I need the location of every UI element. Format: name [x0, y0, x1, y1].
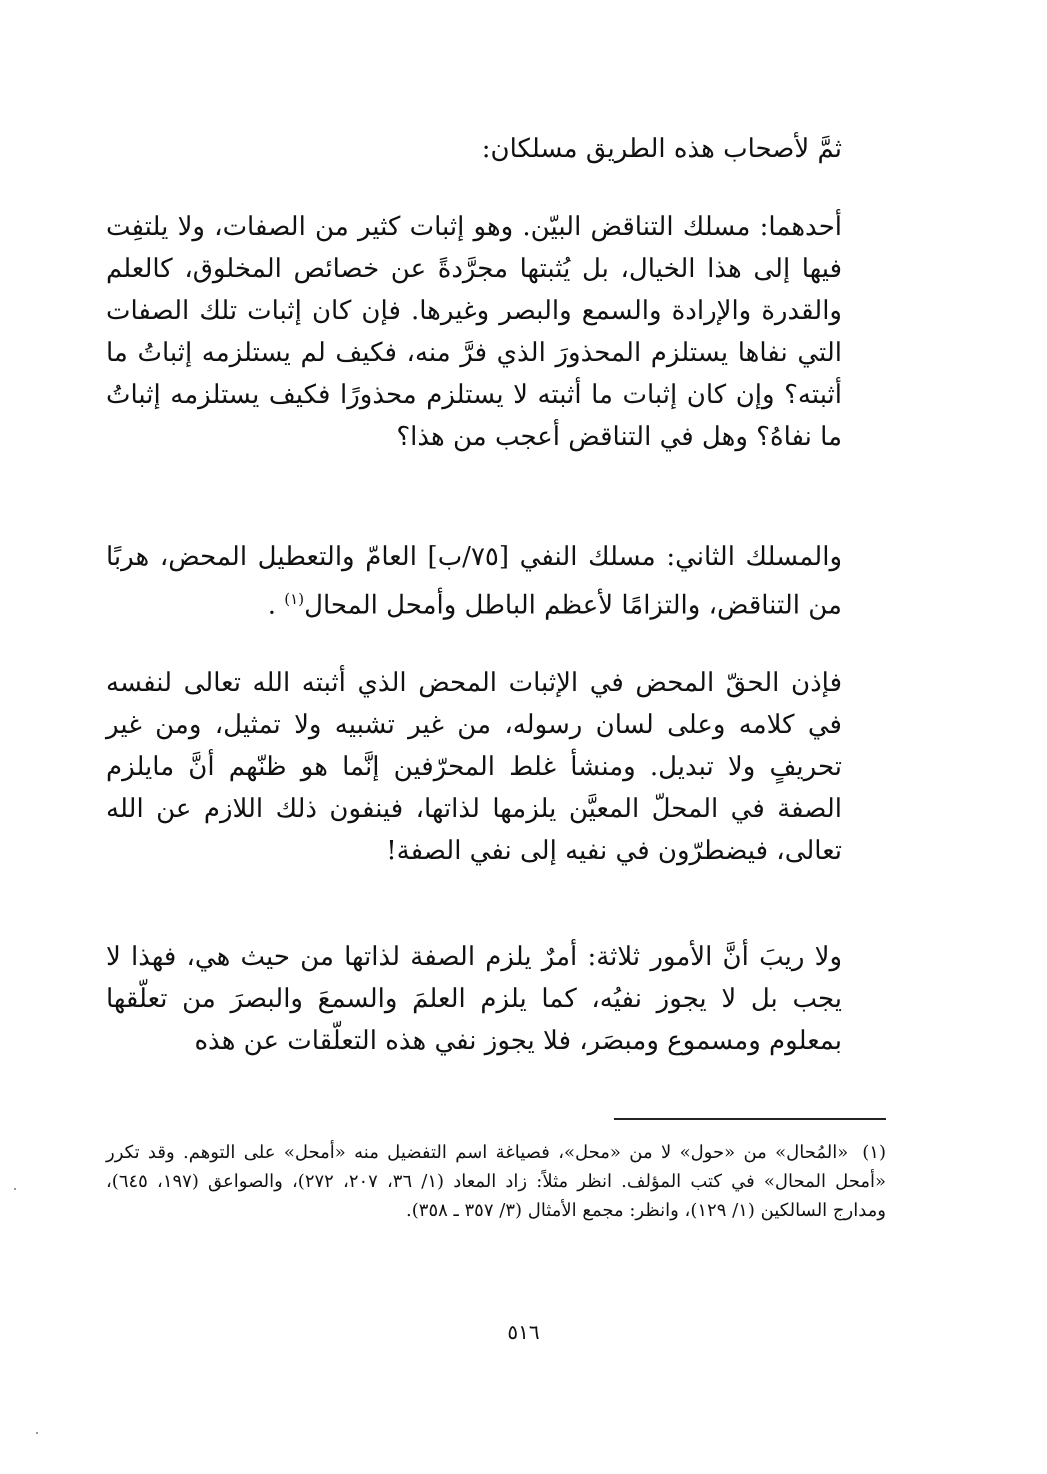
page-number: ٥١٦ — [507, 1320, 540, 1344]
paragraph-end-mark: . — [267, 590, 277, 621]
paragraph-true-affirmation — [106, 662, 842, 872]
paragraph-text: ولا ريبَ أنَّ الأمور ثلاثة: أمرٌ يلزم الصفة لذاتها من حيث هي، فهذا لا يجب بل لا يجوز نفيُه، كما يلزم العلمَ والسمعَ والبصرَ من تعلّقها بمعلوم ومسموع ومبصَر، فلا يجوز نفي هذه التعلّقات عن هذه — [106, 942, 842, 1056]
scan-speck — [36, 1432, 38, 1434]
paragraph-second-path — [106, 536, 842, 627]
paragraph-text — [106, 536, 842, 627]
footnote-marker: (١) — [862, 1142, 886, 1163]
paragraph-text: فإذن الحقّ المحض في الإثبات المحض الذي أثبته الله تعالى لنفسه في كلامه وعلى لسان رسوله، من غير تشبيه ولا تمثيل، ومن غير تحريفٍ ولا تبديل. ومنشأ غلط المحرّفين إنَّما هو ظنّهم أنَّ مايلزم الصفة في المحلّ المعيَّن يلزمها لذاتها، فينفون ذلك اللازم عن الله تعالى، فيضطرّون في نفيه إلى نفي الصفة! — [106, 668, 842, 866]
paragraph-three-matters — [106, 936, 842, 1062]
paragraph-text: أحدهما: مسلك التناقض البيّن. وهو إثبات كثير من الصفات، ولا يلتفِت فيها إلى هذا الخيال، بل يُثبتها مجرَّدةً عن خصائص المخلوق، كالعلم والقدرة والإرادة والسمع والبصر وغيرها. فإن كان إثبات تلك الصفات التي نفاها يستلزم المحذورَ الذي فرَّ منه، فكيف لم يستلزمه إثباتُ ما أثبته؟ وإن كان إثبات ما أثبته لا يستلزم محذورًا فكيف يستلزمه إثباتُ ما نفاهُ؟ وهل في التناقض أعجب من هذا؟ — [106, 212, 842, 452]
scan-speck — [14, 1188, 16, 1190]
footnote — [106, 1138, 886, 1225]
intro-text: ثمَّ لأصحاب هذه الطريق مسلكان: — [481, 134, 842, 164]
footnote-text: «المُحال» من «حول» لا من «محل»، فصياغة اسم التفضيل منه «أمحل» على التوهم. وقد تكرر «أمحل المحال» في كتب المؤلف. انظر مثلاً: زاد المعاد (١/ ٣٦، ٢٠٧، ٢٧٢)، والصواعق (١٩٧، ٦٤٥)، ومدارج السالكين (١/ ١٢٩)، وانظر: مجمع الأمثال (٣/ ٣٥٧ ـ ٣٥٨). — [106, 1142, 887, 1221]
footnote-reference[interactable]: (١) — [284, 590, 305, 608]
paragraph-body: والمسلك الثاني: مسلك النفي [٧٥/ب] العامّ والتعطيل المحض، هربًا من التناقض، والتزامًا لأعظم الباطل وأمحل المحال — [106, 542, 842, 621]
footnote-divider — [614, 1118, 886, 1120]
paragraph-first-path — [106, 206, 842, 458]
intro-line — [106, 128, 842, 170]
